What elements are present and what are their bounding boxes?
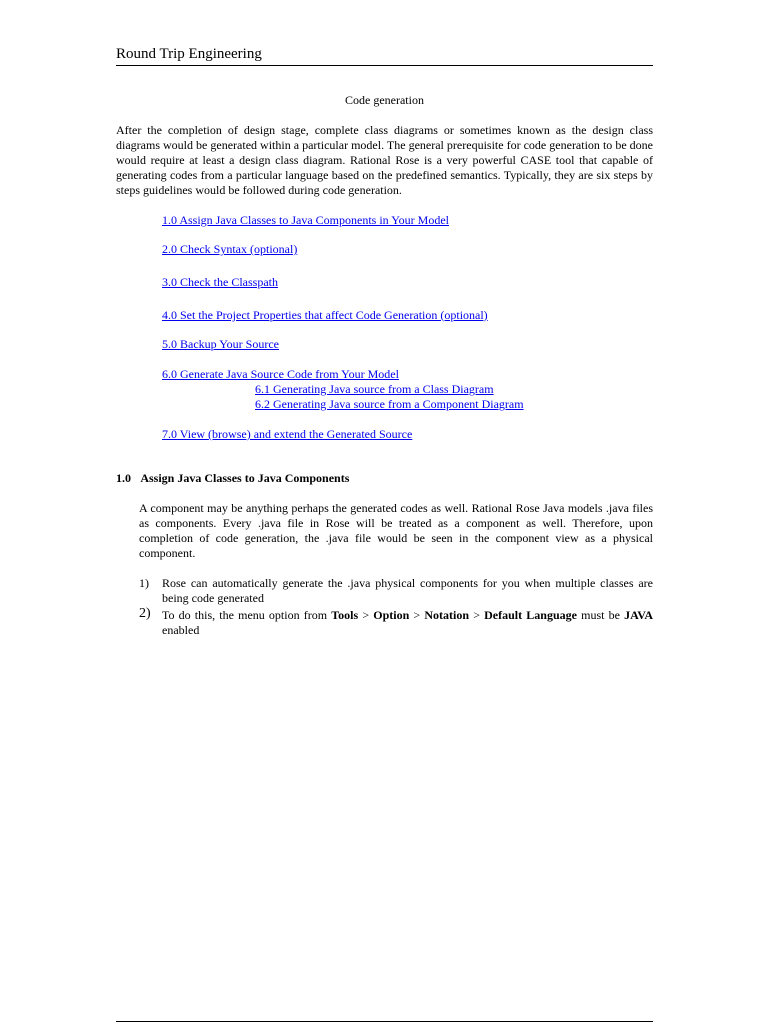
menu-separator: > <box>358 608 374 622</box>
menu-separator: > <box>409 608 425 622</box>
menu-option: Option <box>373 608 410 622</box>
toc-link-6-1[interactable]: 6.1 Generating Java source from a Class Diagram <box>255 382 494 396</box>
subsection-heading <box>116 471 349 486</box>
footer-rule <box>116 1021 653 1022</box>
menu-separator: > <box>469 608 485 622</box>
toc-link-7-0[interactable]: 7.0 View (browse) and extend the Generated Source <box>162 427 413 441</box>
intro-paragraph: After the completion of design stage, complete class diagrams or sometimes known as the design class diagrams would be generated within a particular model. The general prerequisite for code generation to be done would require at least a design class diagram. Rational Rose is a very powerful CASE tool that capable of generating codes from a particular language based on the predefined semantics. Typically, they are six steps by steps guidelines would be followed during code generation. <box>116 123 653 197</box>
list-item <box>139 608 653 638</box>
menu-tools: Tools <box>331 608 359 622</box>
header-title: Round Trip Engineering <box>116 46 262 62</box>
list-marker: 2) <box>139 606 151 621</box>
subsection-number: 1.0 <box>116 471 131 485</box>
list-marker: 1) <box>139 576 149 590</box>
text-after: enabled <box>162 623 200 637</box>
text-middle: must be <box>576 608 625 622</box>
page-header <box>116 45 653 66</box>
list-item <box>139 576 653 606</box>
language-java: JAVA <box>624 608 653 622</box>
toc-link-5-0[interactable]: 5.0 Backup Your Source <box>162 337 279 351</box>
toc-link-3-0[interactable]: 3.0 Check the Classpath <box>162 275 278 289</box>
toc-link-6-2[interactable]: 6.2 Generating Java source from a Component Diagram <box>255 397 524 411</box>
menu-notation: Notation <box>424 608 470 622</box>
toc-link-4-0[interactable]: 4.0 Set the Project Properties that affect Code Generation (optional) <box>162 308 488 322</box>
toc-link-2-0[interactable]: 2.0 Check Syntax (optional) <box>162 242 298 256</box>
menu-default-language: Default Language <box>484 608 577 622</box>
list-item-text <box>162 608 653 638</box>
section-title: Code generation <box>345 93 424 107</box>
subsection-paragraph: A component may be anything perhaps the generated codes as well. Rational Rose Java models .java files as components. Every .java file in Rose will be treated as a component as well. Therefore, upon completion of code generation, the .java file would be seen in the component view as a physical component. <box>139 501 653 560</box>
toc-link-6-0[interactable]: 6.0 Generate Java Source Code from Your Model <box>162 367 399 381</box>
text-before: To do this, the menu option from <box>162 608 332 622</box>
list-item-text: Rose can automatically generate the .java physical components for you when multiple classes are being code generated <box>162 576 653 605</box>
subsection-title: Assign Java Classes to Java Components <box>140 471 350 485</box>
toc-link-1-0[interactable]: 1.0 Assign Java Classes to Java Components in Your Model <box>162 213 450 227</box>
